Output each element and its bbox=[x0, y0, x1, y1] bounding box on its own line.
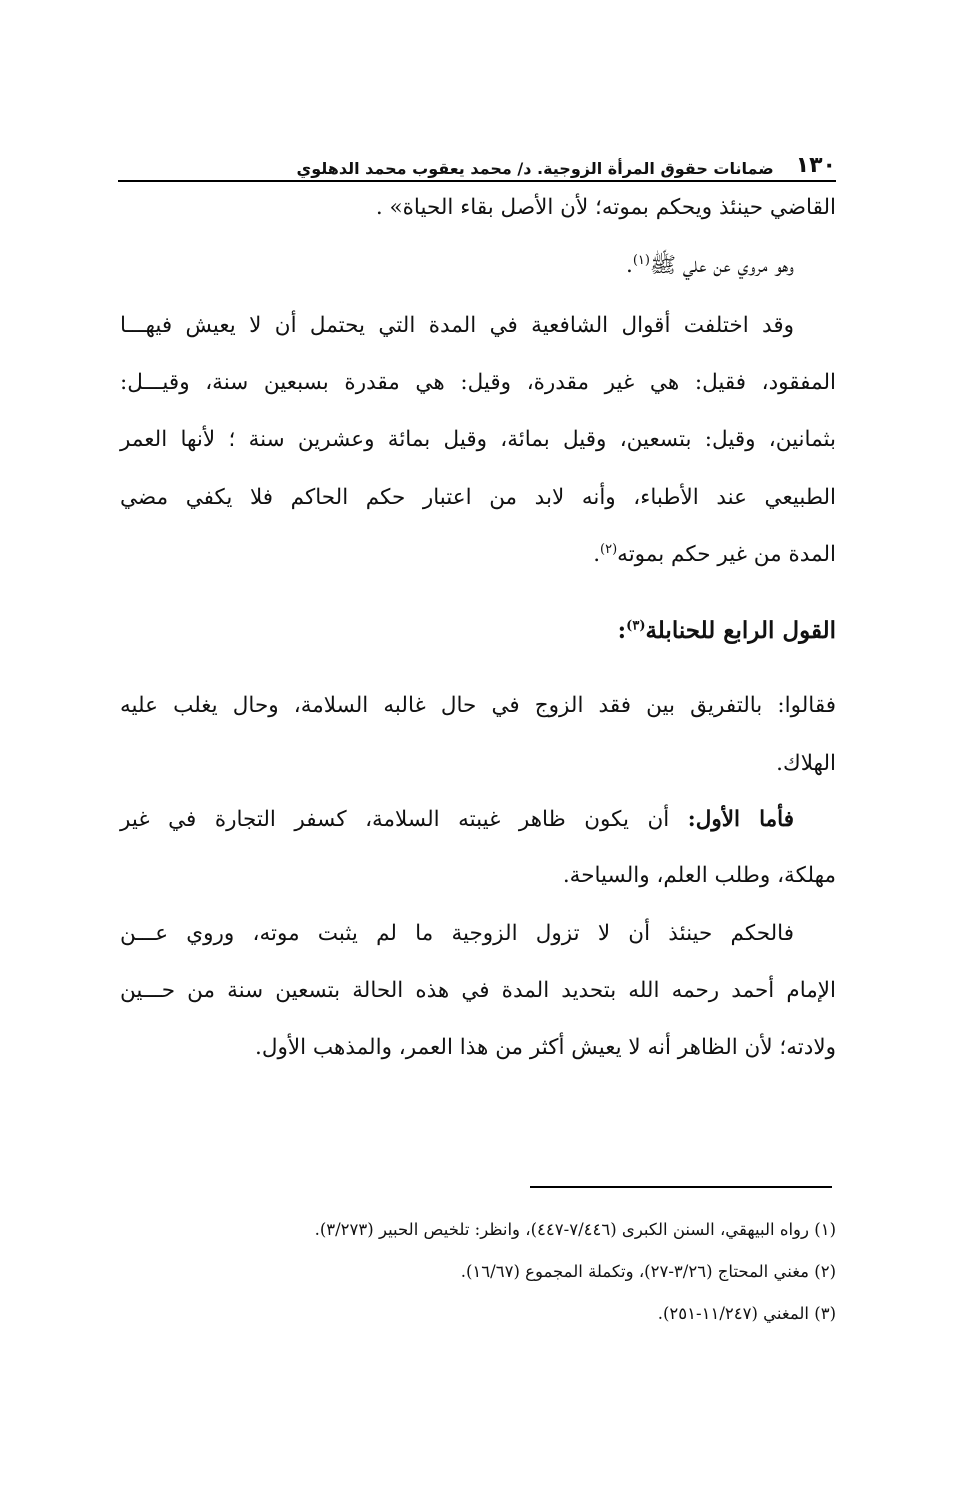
bold-lead: فأما الأول: bbox=[687, 807, 794, 832]
text-line: ولادته؛ لأن الظاهر أنه لا يعيش أكثر من هذا العمر، والمذهب الأول. bbox=[254, 1035, 836, 1060]
text-line: مهلكة، وطلب العلم، والسياحة. bbox=[562, 863, 836, 888]
footnote-item: (٢) مغني المحتاج (٣/٢٦-٢٧)، وتكملة المجموع (١٦/٦٧). bbox=[460, 1262, 836, 1281]
heading-text: القول الرابع للحنابلة bbox=[645, 617, 836, 644]
page-header bbox=[118, 148, 836, 178]
text-line: الطبيعي عند الأطباء، وأنه لابد من اعتبار حكم الحاكم فلا يكفي مضي bbox=[120, 485, 836, 510]
text-line bbox=[593, 543, 836, 567]
text-line: بثمانين، وقيل: بتسعين، وقيل بمائة، وقيل بمائة وعشرين سنة ؛ لأنها العمر bbox=[120, 427, 836, 452]
footnote-item: (٣) المغني (١١/٢٤٧-٢٥١). bbox=[657, 1304, 836, 1323]
text-span: . bbox=[593, 542, 601, 567]
running-title: ضمانات حقوق المرأة الزوجية. د/ محمد يعقوب محمد الدهلوي bbox=[296, 159, 774, 178]
text-line: المفقود، فقيل: هي غير مقدرة، وقيل: هي مقدرة بسبعين سنة، وقيـــل: bbox=[120, 370, 836, 395]
text-span: : bbox=[617, 617, 627, 644]
text-line: القاضي حينئذ ويحكم بموته؛ لأن الأصل بقاء الحياة» . bbox=[375, 195, 836, 220]
footnote-divider bbox=[530, 1186, 832, 1188]
footnote-ref: (١) bbox=[632, 252, 650, 268]
text-span: أن يكون ظاهر غيبته السلامة، كسفر التجارة في غير bbox=[120, 807, 688, 832]
text-line: وقد اختلفت أقوال الشافعية في المدة التي يحتمل أن لا يعيش فيهـــا bbox=[120, 313, 794, 338]
honorific-symbol: ﷺ bbox=[649, 253, 676, 278]
text-line: فالحكم حينئذ أن لا تزول الزوجية ما لم يثبت موته، وروي عـــن bbox=[120, 921, 794, 946]
text-span: المدة من غير حكم بموته bbox=[617, 542, 836, 567]
footnote-ref: (٢) bbox=[600, 541, 618, 557]
section-heading bbox=[618, 618, 836, 643]
text-line: الإمام أحمد رحمه الله بتحديد المدة في هذه الحالة بتسعين سنة من حـــين bbox=[120, 978, 836, 1003]
page-number: ١٣٠ bbox=[795, 153, 836, 178]
text-span: وهو مروي عن علي bbox=[675, 253, 794, 278]
text-line bbox=[626, 254, 836, 278]
footnote-item: (١) رواه البيهقي، السنن الكبرى (٧/٤٤٦-٤٤٧)، وانظر: تلخيص الحبير (٣/٢٧٣). bbox=[314, 1220, 836, 1239]
text-line: فقالوا: بالتفريق بين فقد الزوج في حال غالبه السلامة، وحال يغلب عليه bbox=[120, 693, 836, 718]
text-line bbox=[120, 808, 836, 832]
header-divider bbox=[118, 180, 836, 182]
text-span: . bbox=[625, 253, 633, 278]
footnote-ref: (٣) bbox=[626, 618, 646, 634]
text-line: الهلاك. bbox=[776, 751, 836, 776]
